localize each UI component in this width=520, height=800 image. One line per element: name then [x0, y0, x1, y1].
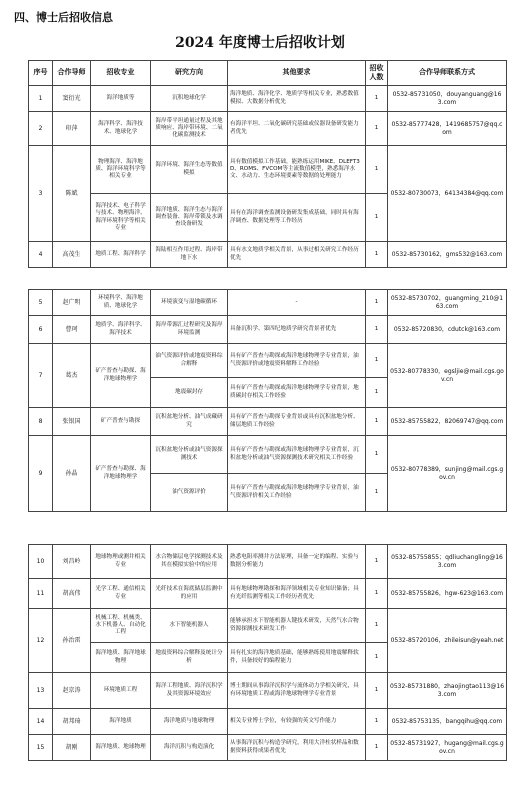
row-contact: 0532-80778389，sunjing@mail.cgs.gov.cn: [388, 436, 507, 512]
row-contact: 0532-85731880，zhaojingtao113@163.com: [388, 673, 507, 709]
row-count: 1: [366, 609, 388, 643]
row-direction: 海洋工程地质、海洋沉积学及其资源环境效应: [151, 673, 228, 709]
header-no: 序号: [29, 61, 53, 86]
row-no: 2: [29, 112, 53, 146]
row-requirements: 熟悉电阻率测井方法原理，具备一定的编程、实验与数据分析能力: [228, 545, 366, 579]
row-major: 光学工程、通信相关专业: [91, 579, 151, 609]
row-contact: 0532-85720830，cdutck@163.com: [388, 316, 507, 344]
row-major: 环境科学、海洋地质、地球化学: [91, 290, 151, 316]
row-major: 矿产普查与勘探: [91, 408, 151, 436]
row-direction: 油气资源评价或地震资料综合解释: [151, 344, 228, 378]
row-major: 海洋地质: [91, 709, 151, 735]
row-no: 14: [29, 709, 53, 735]
row-major: 海洋科学、海洋技术、地球化学: [91, 112, 151, 146]
row-requirements: 海洋地质、海洋化学、地质学等相关专业，熟悉数值模拟、大数据分析优先: [228, 86, 366, 112]
row-mentor: 高茂生: [53, 242, 91, 268]
row-direction: 海陆相互作用过程、海岸带地下水: [151, 242, 228, 268]
row-count: 1: [366, 344, 388, 378]
row-contact: 0532-85730702，guangming_210@163.com: [388, 290, 507, 316]
page-title: 2024 年度博士后招收计划: [175, 35, 345, 51]
row-contact: 0532-80778330，egsljie@mail.cgs.gov.cn: [388, 344, 507, 408]
row-requirements: 能够承担水下智能机器人键技术研发，天然气水合物资源探测技术研发工作: [228, 609, 366, 643]
row-major: 物理海洋、海洋地质、海洋环境科学等相关专业: [91, 146, 151, 194]
table-row: [29, 242, 507, 268]
row-count: 1: [366, 86, 388, 112]
table-row: [29, 112, 507, 146]
row-no: 13: [29, 673, 53, 709]
row-major: 地球物理或测井相关专业: [91, 545, 151, 579]
row-mentor: 胡邦琦: [53, 709, 91, 735]
table-row: [29, 408, 507, 436]
row-requirements: 具有地球物理勘探和海洋领域相关专业知识储备；具有光纤监测等相关工作经历者优先: [228, 579, 366, 609]
table-row: [29, 609, 507, 643]
row-major: 机械工程、机械类、水下机器人、自动化工程: [91, 609, 151, 643]
header-major: 招收专业: [91, 61, 151, 86]
row-mentor: 刘昌岭: [53, 545, 91, 579]
section-heading: 四、博士后招收信息: [14, 11, 113, 24]
row-requirements: 具备沉积学、第四纪地质学研究背景者优先: [228, 316, 366, 344]
row-count: 1: [366, 316, 388, 344]
row-major: 海洋地质、地球物理: [91, 735, 151, 761]
row-count: 1: [366, 579, 388, 609]
row-direction: 沉积盆地分析或油气资源探测技术: [151, 436, 228, 474]
row-direction: 油气资源评价: [151, 474, 228, 512]
row-direction: 环境演变与湿地碳循环: [151, 290, 228, 316]
table-row: [29, 146, 507, 194]
row-direction: 海洋沉积与构造演化: [151, 735, 228, 761]
row-mentor: 胡刚: [53, 735, 91, 761]
row-count: 1: [366, 112, 388, 146]
header-count: 招收人数: [366, 61, 388, 86]
row-mentor: 赵广明: [53, 290, 91, 316]
row-requirements: 具有在海洋调查监测设备研发集成基础，同时具有海洋调查、数据处理等工作经历: [228, 194, 366, 242]
table-row: [29, 709, 507, 735]
row-major: 环境地质工程: [91, 673, 151, 709]
row-direction: 水下智能机器人: [151, 609, 228, 643]
row-requirements: 有海洋平坦、二氧化碳研究基础或仪器设备研发能力者优先: [228, 112, 366, 146]
row-requirements: 具有水文地质学相关背景，从事过相关研究工作经历优先: [228, 242, 366, 268]
row-mentor: 赵京涛: [53, 673, 91, 709]
row-count: 1: [366, 290, 388, 316]
table-row: [29, 290, 507, 316]
recruitment-table: [28, 60, 507, 268]
row-major: 海洋地质等: [91, 86, 151, 112]
row-mentor: 胡高伟: [53, 579, 91, 609]
row-major: 地质工程、海洋科学: [91, 242, 151, 268]
row-requirements: 具有矿产普查与勘探或海洋地球物理学专业背景，地质碳封存相关工作经验: [228, 378, 366, 408]
row-requirements: 具有矿产普查与勘探或海洋地球物理学专业背景，油气资源评价或地震资料解释工作经验: [228, 344, 366, 378]
row-no: 9: [29, 436, 53, 512]
row-no: 15: [29, 735, 53, 761]
row-contact: 0532-85777428，1419685757@qq.com: [388, 112, 507, 146]
row-contact: 0532-85720106，zhileisun@yeah.net: [388, 609, 507, 673]
row-direction: 地震资料综合解释及统计分析: [151, 643, 228, 673]
row-no: 6: [29, 316, 53, 344]
row-major: 地质学、海洋科学、海洋技术: [91, 316, 151, 344]
row-requirements: 具有扎实的海洋地质基础，能够熟练使用地震解释软件，具备较好的编程能力: [228, 643, 366, 673]
table-row: [29, 579, 507, 609]
row-mentor: 陈斌: [53, 146, 91, 242]
table-row: [29, 673, 507, 709]
row-direction: 光纤技术在海底储层监测中的应用: [151, 579, 228, 609]
row-requirements: 博士期间从事海洋沉积学与流体动力学相关研究，具有环境地质工程或海洋地球物理学专业背景: [228, 673, 366, 709]
row-count: 1: [366, 146, 388, 194]
row-no: 1: [29, 86, 53, 112]
row-requirements: 具有矿产普查与勘探专业背景或具有沉积盆地分析、储层地质工作经验: [228, 408, 366, 436]
row-no: 5: [29, 290, 53, 316]
row-mentor: 印萍: [53, 112, 91, 146]
table-row: [29, 344, 507, 378]
row-no: 3: [29, 146, 53, 242]
row-contact: 0532-80730073，64134384@qq.com: [388, 146, 507, 242]
row-count: 1: [366, 545, 388, 579]
table-row: [29, 86, 507, 112]
row-mentor: 曹珂: [53, 316, 91, 344]
row-mentor: 孙治雷: [53, 609, 91, 673]
row-count: 1: [366, 436, 388, 474]
table-header: [29, 61, 507, 86]
row-count: 1: [366, 474, 388, 512]
header-requirements: 其他要求: [228, 61, 366, 86]
row-requirements: 具有矿产普查与勘探或海洋地球物理学专业背景，油气资源评价相关工作经验: [228, 474, 366, 512]
row-count: 1: [366, 194, 388, 242]
row-mentor: 孙晶: [53, 436, 91, 512]
row-direction: 海岸带源汇过程研究及海岸环境监测: [151, 316, 228, 344]
row-contact: 0532-85730162，gms532@163.com: [388, 242, 507, 268]
row-requirements: 具有矿产普查与勘探或海洋地球物理学专业背景，沉积盆地分析或油气资源探测技术研究相关工作经验: [228, 436, 366, 474]
row-contact: 0532-85731050，douyanguang@163.com: [388, 86, 507, 112]
row-count: 1: [366, 673, 388, 709]
row-direction: 水合物储层电学探测技术及其在模拟实验中的应用: [151, 545, 228, 579]
row-direction: 海洋地质与地球物理: [151, 709, 228, 735]
row-mentor: 张银国: [53, 408, 91, 436]
row-direction: 沉积地球化学: [151, 86, 228, 112]
row-no: 4: [29, 242, 53, 268]
row-direction: 地震碳封存: [151, 378, 228, 408]
row-no: 11: [29, 579, 53, 609]
recruitment-table-continued-2: [28, 544, 507, 761]
row-major: 海洋地质、海洋地球物理: [91, 643, 151, 673]
row-requirements: 相关专业博士学位，有较强的英文写作能力: [228, 709, 366, 735]
row-mentor: 葛杰: [53, 344, 91, 408]
table-row: [29, 545, 507, 579]
row-count: 1: [366, 408, 388, 436]
row-contact: 0532-85731927，hugang@mail.cgs.gov.cn: [388, 735, 507, 761]
row-count: 1: [366, 242, 388, 268]
row-major: 矿产普查与勘探、海洋地球物理学: [91, 344, 151, 408]
row-direction: 海洋地质、海洋生态与海洋调查装备、海岸带锁及水调查设备研发: [151, 194, 228, 242]
row-direction: 海洋环境、海洋生态等数值模拟: [151, 146, 228, 194]
row-major: 海洋技术、电子科学与技术、物理海洋、海洋环境科学等相关专业: [91, 194, 151, 242]
header-contact: 合作导师联系方式: [388, 61, 507, 86]
row-no: 12: [29, 609, 53, 673]
row-requirements: 从事海洋沉积与构造学研究，利用大洋柱状样品和数据资料获得成果者优先: [228, 735, 366, 761]
row-no: 8: [29, 408, 53, 436]
row-mentor: 窦衍光: [53, 86, 91, 112]
table-row: [29, 436, 507, 474]
row-count: 1: [366, 378, 388, 408]
header-direction: 研究方向: [151, 61, 228, 86]
row-count: 1: [366, 735, 388, 761]
row-contact: 0532-85755855；qdliuchangling@163.com: [388, 545, 507, 579]
row-direction: 海岸带平坦通量过程及其地质响应、海岸带环境、二氧化碳监测技术: [151, 112, 228, 146]
row-contact: 0532-85755822，82069747@qq.com: [388, 408, 507, 436]
row-count: 1: [366, 709, 388, 735]
row-requirements: 具有数值模拟工作基础，能熟练运用MIKE、DLEFT3D、ROMS、FVCOM等主流数值模型，熟悉海洋水文、水动力、生态环境要素等数据的处理能力: [228, 146, 366, 194]
recruitment-table-continued: [28, 289, 507, 512]
row-contact: 0532-85753135，bangqihu@qq.com: [388, 709, 507, 735]
row-direction: 沉积盆地分析、油气成藏研究: [151, 408, 228, 436]
table-row: [29, 735, 507, 761]
row-requirements: -: [228, 290, 366, 316]
row-no: 10: [29, 545, 53, 579]
header-mentor: 合作导师: [53, 61, 91, 86]
row-major: 矿产普查与勘探、海洋地球物理学: [91, 436, 151, 512]
row-no: 7: [29, 344, 53, 408]
table-row: [29, 316, 507, 344]
row-count: 1: [366, 643, 388, 673]
row-contact: 0532-85755826，hgw-623@163.com: [388, 579, 507, 609]
